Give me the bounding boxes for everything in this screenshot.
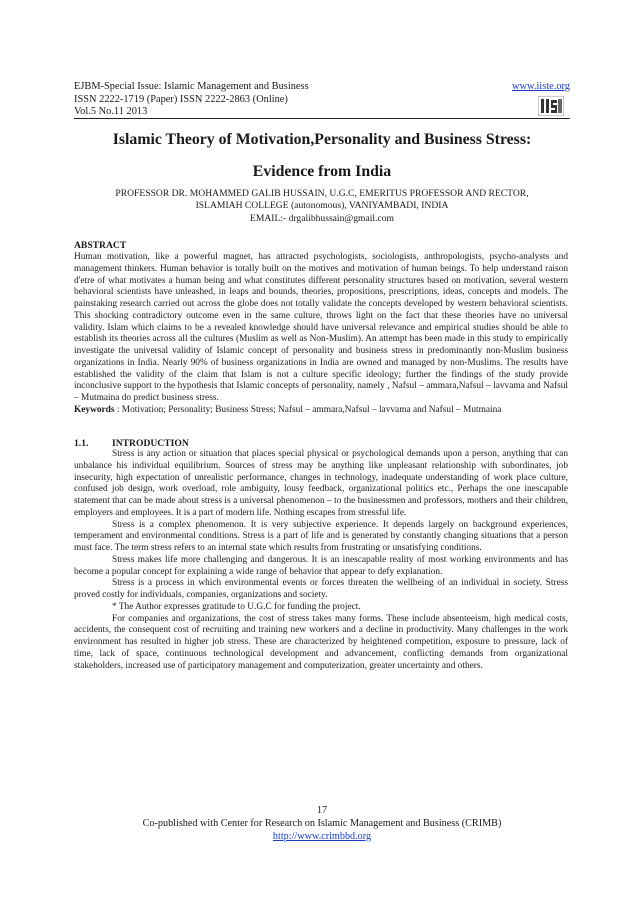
- abstract-body: [74, 252, 568, 417]
- paper-title-line1: Islamic Theory of Motivation,Personality and Business Stress:: [112, 131, 532, 148]
- volume-line: Vol.5 No.11 2013: [74, 106, 148, 118]
- author-affiliation: ISLAMIAH COLLEGE (autonomous), VANIYAMBADI, INDIA: [195, 200, 449, 212]
- paragraph: Stress makes life more challenging and dangerous. It is an inescapable reality of most working environments and has become a popular concept for explaining a wide range of behavior that appear to defy explanation.: [74, 554, 568, 577]
- paragraph: Stress is a complex phenomenon. It is very subjective experience. It depends largely on background experiences, temperament and environmental conditions. Stress is a part of life and is generated by constantly changing situations that a person must face. The term stress refers to an internal state which results from frustrating or unsatisfying conditions.: [74, 519, 568, 553]
- abstract-text: Human motivation, like a powerful magnet, has attracted psychologists, sociologists, anthropologists, psycho-analysts and management thinkers. Human behavior is totally built on the motives and motivation of human beings. To help understand raison d'etre of what motivates a human being and what constitutes different personality structures based on motivation, several western behavioral scientists have unleashed, in leaps and bounds, theories, propositions, prescriptions, ideas, concepts and models. The painstaking research carried out across the globe does not totally validate the concepts developed by western behavioral scientists. This shocking contradictory outcome even in the same culture, throws light on the fact that these theories have no universal validity. Islam which claims to be a revealed knowledge should have universal relevance and empirical studies should be able to establish its theories across all the cultures (Muslim as well as Non-Muslim). An attempt has been made in this study to empirically investigate the universal validity of Islamic concept of personality and business stress in predominantly non-Muslim business organizations in India. Nearly 90% of business organizations in India are owned and managed by non-Muslims. The results have established the validity of the claim that Islam is not a culture specific ideology; further the findings of the study provide inconclusive support to the hypothesis that Islamic concepts of personality, namely , Nafsul – ammara,Nafsul – lavvama and Nafsul – Mutmaina do predict business stress.: [74, 252, 568, 403]
- author-email: EMAIL:- drgalibhussain@gmail.com: [249, 212, 394, 224]
- author-name: PROFESSOR DR. MOHAMMED GALIB HUSSAIN, U.G.C, EMERITUS PROFESSOR AND RECTOR,: [115, 188, 529, 199]
- journal-header: [74, 81, 570, 119]
- issn-line: ISSN 2222-1719 (Paper) ISSN 2222-2863 (Online): [74, 93, 288, 105]
- keywords-text: : Motivation; Personality; Business Stress; Nafsul – ammara,Nafsul – lavvama and Nafsul – Mutmaina: [114, 404, 502, 415]
- abstract-heading: ABSTRACT: [74, 240, 127, 251]
- footer-url: [74, 831, 570, 842]
- header-divider: [74, 118, 570, 119]
- section-number: 1.1.: [74, 438, 89, 449]
- funding-note: * The Author expresses gratitude to U.G.C for funding the project.: [112, 601, 361, 612]
- page-number: 17: [317, 805, 327, 816]
- crimb-link[interactable]: http://www.crimbbd.org: [272, 831, 372, 842]
- copublished-note: Co-published with Center for Research on Islamic Management and Business (CRIMB): [142, 818, 502, 829]
- paragraph: Stress is any action or situation that places special physical or psychological demands upon a person, anything that can unbalance his individual equilibrium. Sources of stress may be anything like unpleasant relationship with subordinates, job insecurity, high expectation of unrealistic performance, changes in technology, inadequate understanding of work place culture, confused job design, work overload, role ambiguity, lousy feedback, organizational politics etc., Perhaps the one inescapable statement that can be made about stress is a universal phenomenon – to the businessmen and professors, mothers and their children, employers and employees. It is a part of modern life. Nothing escapes from stressful life.: [74, 449, 568, 518]
- paper-title-line2: Evidence from India: [252, 163, 392, 180]
- paragraph: Stress is a process in which environmental events or forces threaten the wellbeing of an individual in society. Stress proved costly for individuals, companies, organizations and society.: [74, 578, 568, 600]
- section-heading-introduction: [74, 438, 189, 449]
- section-title: INTRODUCTION: [112, 438, 189, 449]
- introduction-body: [74, 449, 568, 672]
- iiste-logo-icon: [538, 96, 564, 116]
- keywords-label: Keywords: [74, 404, 115, 415]
- journal-website-link[interactable]: www.iiste.org: [511, 81, 570, 92]
- paragraph: For companies and organizations, the cost of stress takes many forms. These include absenteeism, high medical costs, accidents, the consequent cost of recruiting and training new workers and a decline in productivity. Many challenges in the work environment has resulted in higher job stress. These are characterized by heightened competition, exposure to pressure, lack of time, lack of space, continuous technological development and advancement, conflicting demands from organizational stakeholders, increased use of participatory management and computerization, greater uncertainty and others.: [74, 613, 568, 671]
- author-block: [74, 188, 570, 225]
- journal-name: EJBM-Special Issue: Islamic Management and Business: [74, 81, 309, 92]
